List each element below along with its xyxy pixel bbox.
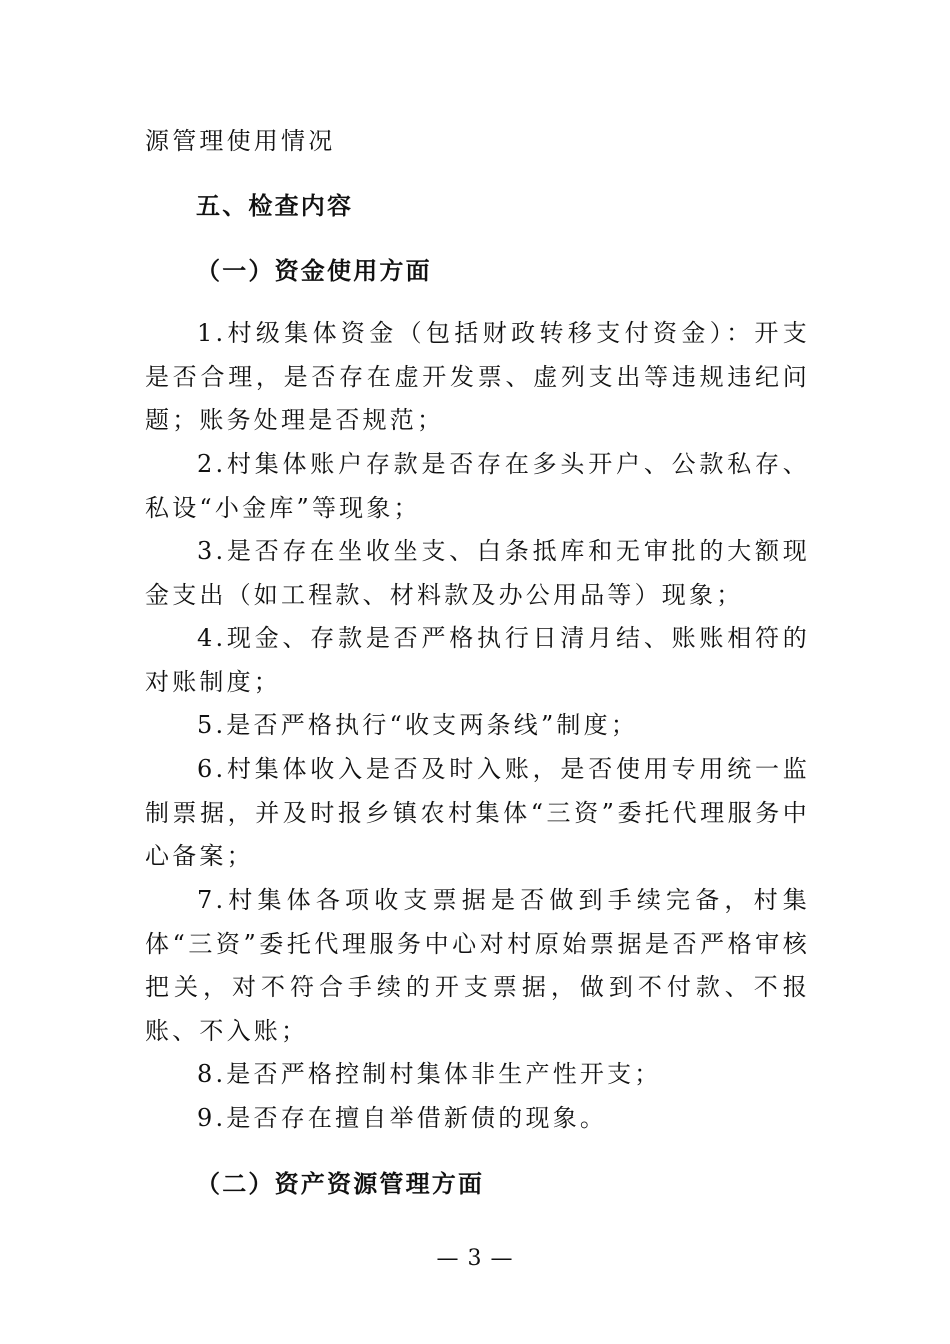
sub-heading-funds: （一）资金使用方面 — [196, 256, 432, 285]
list-item: 6.村集体收入是否及时入账，是否使用专用统一监制票据，并及时报乡镇农村集体“三资”委托代理服务中心备案； — [145, 755, 810, 870]
sub-heading-assets: （二）资产资源管理方面 — [196, 1169, 485, 1198]
section-heading: 五、检查内容 — [196, 191, 354, 220]
list-item: 7.村集体各项收支票据是否做到手续完备，村集体“三资”委托代理服务中心对村原始票据是否严格审核把关，对不符合手续的开支票据，做到不付款、不报账、不入账； — [145, 886, 810, 1045]
list-item: 9.是否存在擅自举借新债的现象。 — [197, 1104, 608, 1132]
list-item: 5.是否严格执行“收支两条线”制度； — [197, 711, 639, 739]
page-number: — 3 — — [436, 1246, 514, 1271]
list-item: 4.现金、存款是否严格执行日清月结、账账相符的对账制度； — [145, 624, 810, 696]
list-item: 1.村级集体资金（包括财政转移支付资金）：开支是否合理，是否存在虚开发票、虚列支出等违规违纪问题；账务处理是否规范； — [145, 319, 810, 434]
continuation-text: 源管理使用情况 — [145, 127, 336, 155]
list-item: 3.是否存在坐收坐支、白条抵库和无审批的大额现金支出（如工程款、材料款及办公用品等）现象； — [145, 537, 810, 609]
list-item: 8.是否严格控制村集体非生产性开支； — [197, 1060, 662, 1088]
list-item: 2.村集体账户存款是否存在多头开户、公款私存、私设“小金库”等现象； — [145, 450, 810, 522]
